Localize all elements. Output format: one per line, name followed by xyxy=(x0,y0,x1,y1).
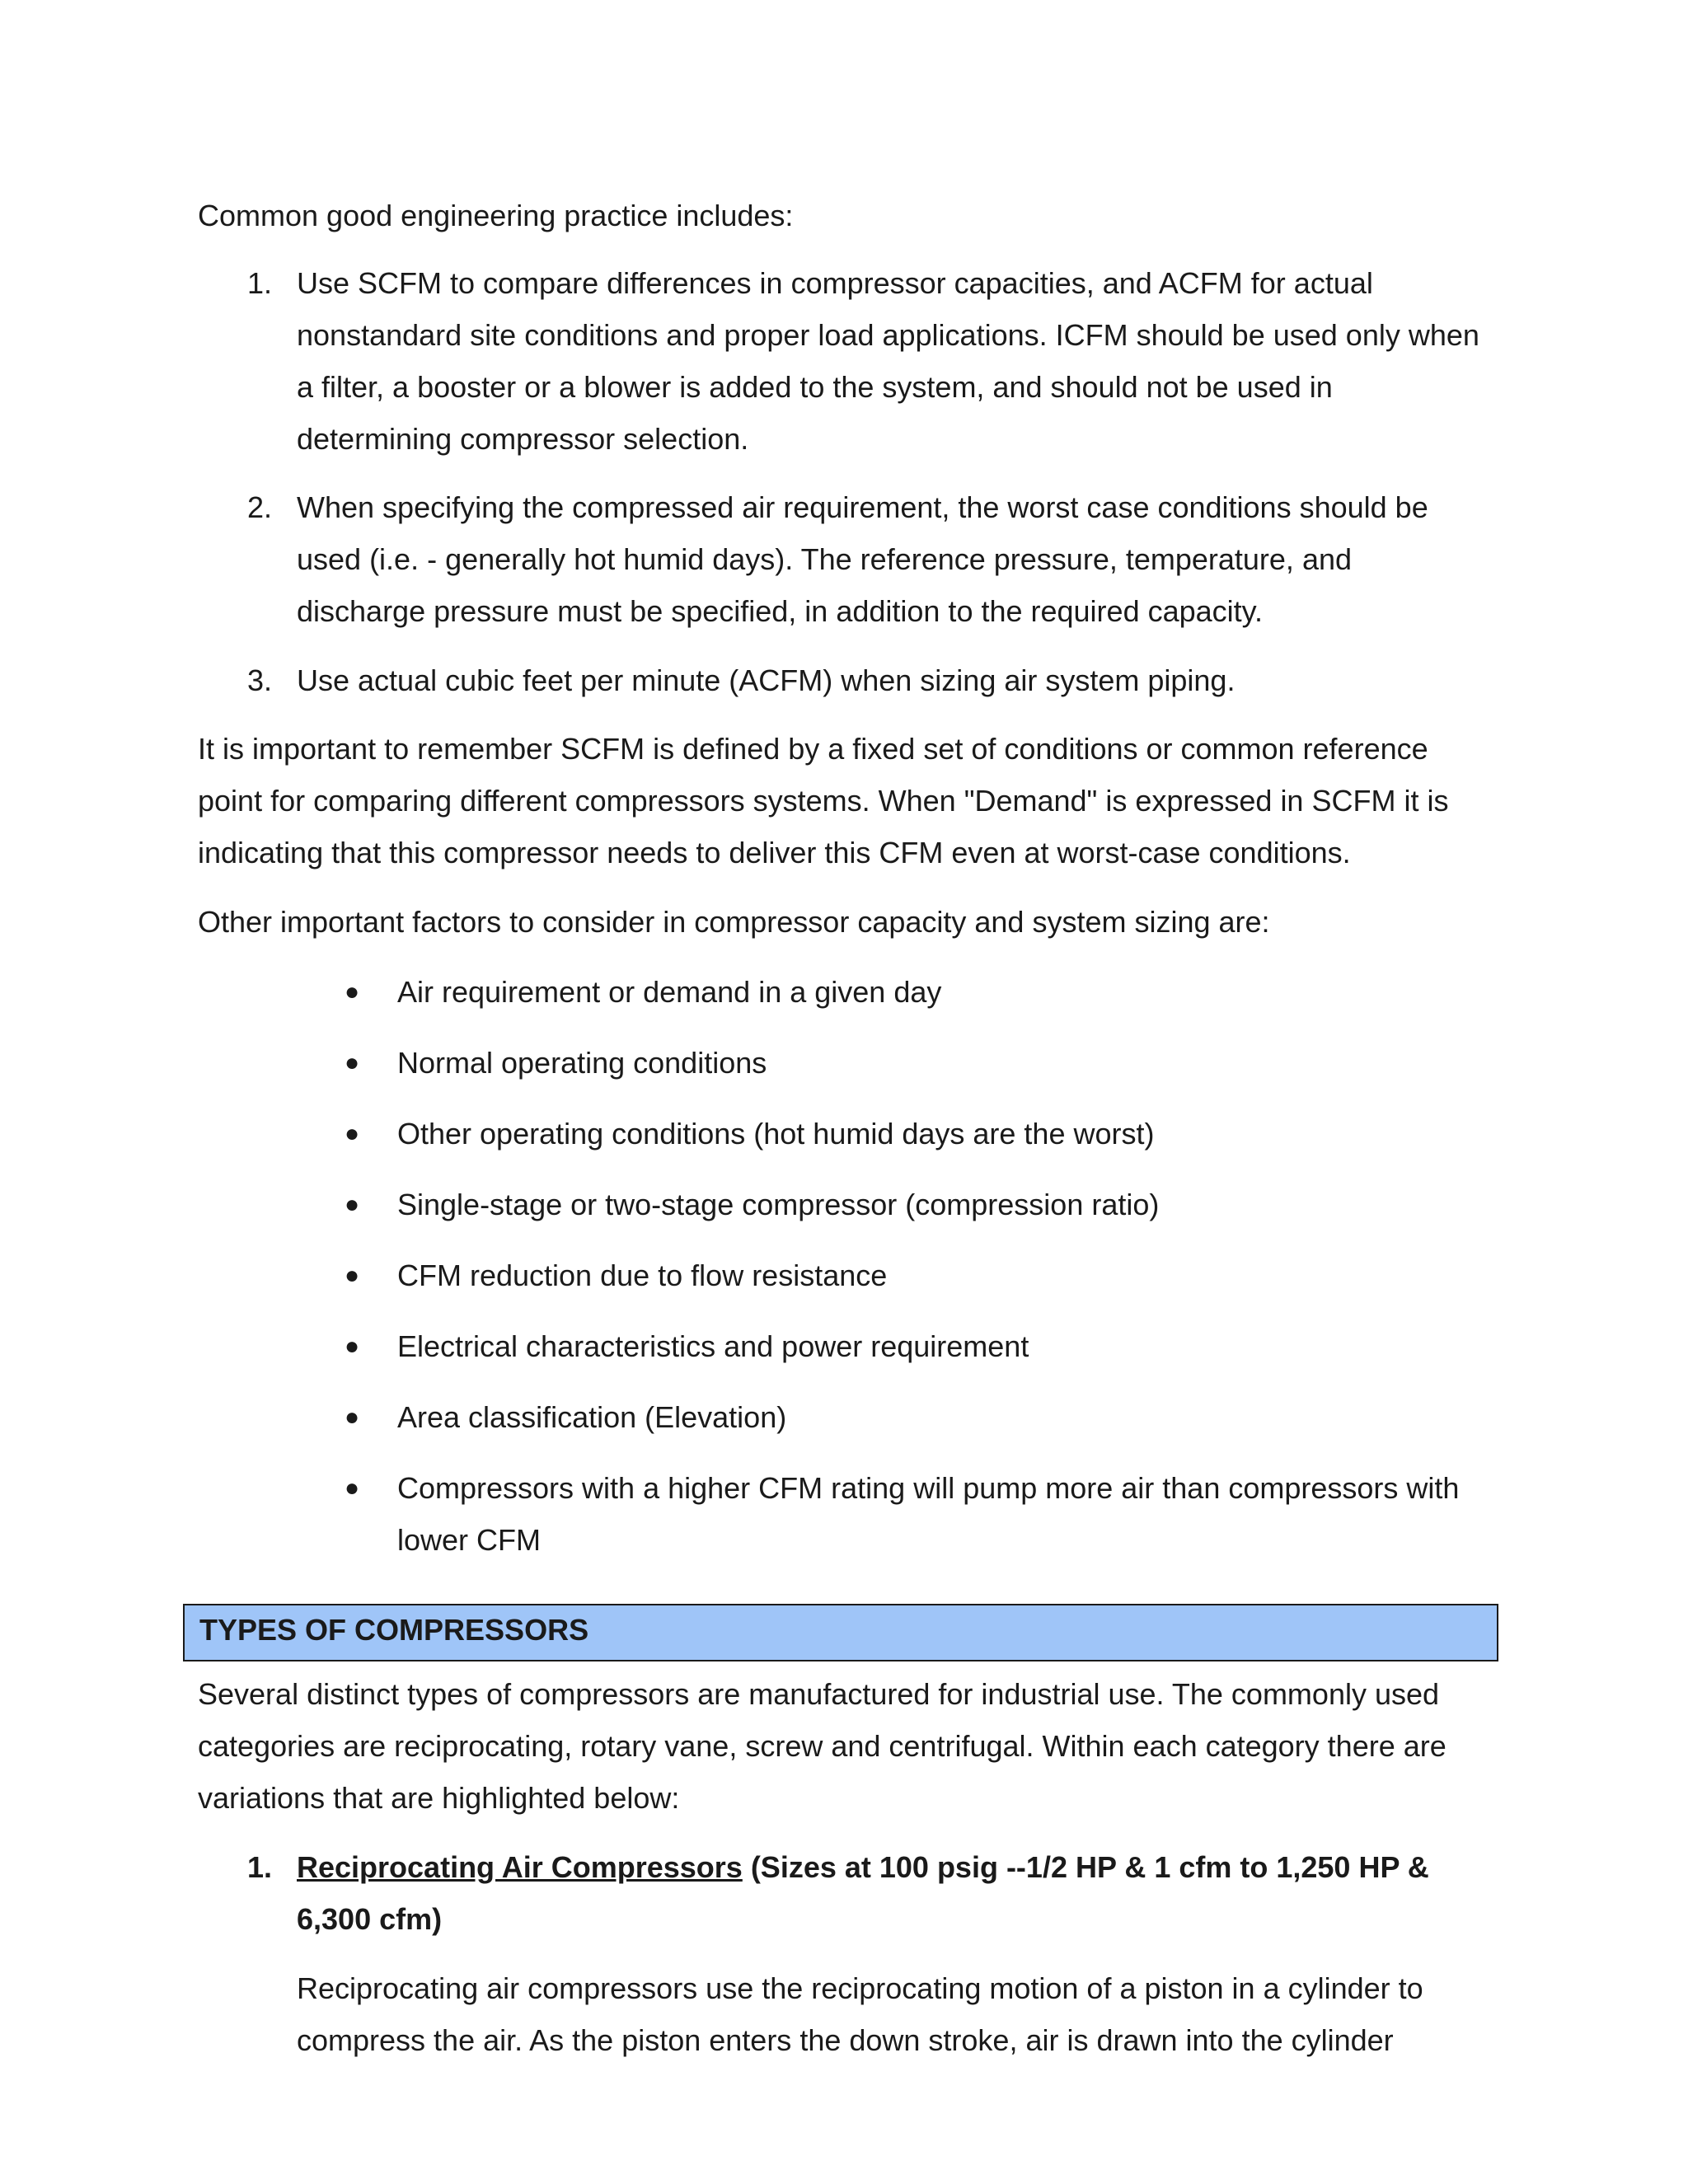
factor-text: Normal operating conditions xyxy=(397,1046,767,1080)
factor-text: Compressors with a higher CFM rating will pump more air than compressors with lower CFM xyxy=(397,1471,1460,1557)
factor-text: Air requirement or demand in a given day xyxy=(397,975,942,1009)
practice-text: Use SCFM to compare differences in compressor capacities, and ACFM for actual nonstandard site conditions and proper load applications. ICFM should be used only when a filter, a booster or a blower is added to the system, and should not be used in determining compressor selection. xyxy=(297,266,1479,456)
list-number: 1. xyxy=(247,1850,273,1884)
intro-text: Common good engineering practice includes: xyxy=(198,199,794,232)
practice-text: When specifying the compressed air requirement, the worst case conditions should be used (i.e. - generally hot humid days). The reference pressure, temperature, and discharge pressure must be specified, in addition to the required capacity. xyxy=(297,490,1428,628)
list-item xyxy=(345,1320,1482,1372)
factor-text: Electrical characteristics and power requirement xyxy=(397,1329,1029,1363)
factor-text: CFM reduction due to flow resistance xyxy=(397,1258,888,1292)
bullet-icon: ● xyxy=(345,1049,360,1076)
practice-item-1 xyxy=(247,257,1484,465)
practice-item-3 xyxy=(247,654,1484,706)
type-description: Reciprocating air compressors use the reciprocating motion of a piston in a cylinder to compress the air. As the piston enters the down stroke, air is drawn into the cylinder xyxy=(297,1971,1423,2057)
type-heading xyxy=(297,1841,1484,1945)
bullet-icon: ● xyxy=(345,1262,360,1289)
list-item xyxy=(345,1391,1482,1443)
section-header-bar xyxy=(183,1604,1498,1661)
list-item xyxy=(345,966,1482,1018)
list-number: 3. xyxy=(247,663,273,697)
scfm-paragraph: It is important to remember SCFM is defined by a fixed set of conditions or common reference point for comparing different compressors systems. When "Demand" is expressed in SCFM it is indicating that this compressor needs to deliver this CFM even at worst-case conditions. xyxy=(198,732,1449,869)
type-title: Reciprocating Air Compressors xyxy=(297,1850,743,1884)
factors-intro: Other important factors to consider in compressor capacity and system sizing are: xyxy=(198,905,1270,939)
types-paragraph: Several distinct types of compressors are manufactured for industrial use. The commonly used categories are reciprocating, rotary vane, screw and centrifugal. Within each category there are variations that are highlighted below: xyxy=(198,1677,1447,1815)
list-item xyxy=(345,1037,1482,1089)
list-item xyxy=(345,1462,1482,1566)
bullet-icon: ● xyxy=(345,1333,360,1360)
bullet-icon: ● xyxy=(345,1404,360,1431)
bullet-icon: ● xyxy=(345,1474,360,1502)
bullet-icon: ● xyxy=(345,1120,360,1147)
bullet-icon: ● xyxy=(345,978,360,1005)
type-sizes: (Sizes at 100 psig --1/2 HP & 1 cfm to 1,250 HP & 6,300 cfm) xyxy=(297,1850,1429,1936)
section-title: TYPES OF COMPRESSORS xyxy=(199,1613,589,1647)
practice-text: Use actual cubic feet per minute (ACFM) when sizing air system piping. xyxy=(297,663,1236,697)
list-number: 2. xyxy=(247,490,273,524)
type-item-1 xyxy=(247,1841,1484,1945)
practice-item-2 xyxy=(247,481,1484,637)
factor-text: Area classification (Elevation) xyxy=(397,1400,787,1434)
list-item xyxy=(345,1179,1482,1230)
list-number: 1. xyxy=(247,266,273,300)
list-item xyxy=(345,1108,1482,1160)
bullet-icon: ● xyxy=(345,1191,360,1218)
factor-text: Single-stage or two-stage compressor (compression ratio) xyxy=(397,1188,1160,1221)
list-item xyxy=(345,1249,1482,1301)
factor-text: Other operating conditions (hot humid days are the worst) xyxy=(397,1117,1155,1151)
